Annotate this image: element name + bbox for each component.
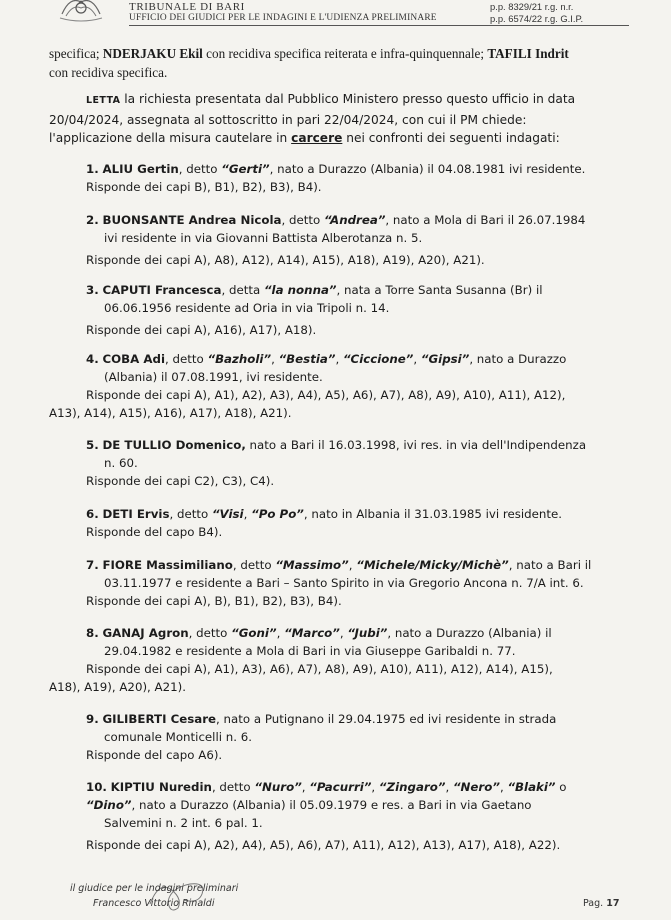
defendant-alias: “Po Po” bbox=[251, 507, 304, 521]
charges-line: Risponde dei capi A), A2), A4), A5), A6), A7), A11), A12), A13), A17), A18), A22). bbox=[86, 838, 561, 852]
defendant-name: FIORE Massimiliano bbox=[102, 558, 233, 572]
defendant-name: GILIBERTI Cesare bbox=[102, 712, 217, 726]
charges-line: Risponde dei capi A), A8), A12), A14), A15), A18), A19), A20), A21). bbox=[86, 253, 485, 267]
defendant-name: COBA Adi bbox=[102, 352, 165, 366]
entry-number: 8. bbox=[86, 626, 99, 640]
defendant-alias: “la nonna” bbox=[263, 283, 337, 297]
defendant-alias: “Bazholi” bbox=[207, 352, 272, 366]
defendant-alias: “Massimo” bbox=[275, 558, 349, 572]
defendant-name: DETI Ervis bbox=[102, 507, 170, 521]
entry-number: 5. bbox=[86, 438, 99, 452]
ref-nr: p.p. 8329/21 r.g. n.r. bbox=[490, 1, 574, 12]
case-references bbox=[490, 1, 583, 25]
entry-number: 2. bbox=[86, 213, 99, 227]
entry-number: 4. bbox=[86, 352, 99, 366]
intro-paragraph: specifica; NDERJAKU Ekil con recidiva specifica reiterata e infra-quinquennale; TAFILI Indrit con recidiva specifica. bbox=[49, 46, 569, 80]
defendant-name: KIPTIU Nuredin bbox=[110, 780, 212, 794]
defendant-entry: 1. ALIU Gertin, detto “Gerti”, nato a Durazzo (Albania) il 04.08.1981 ivi residente. Risponde dei capi B), B1), B2), B3), B4). bbox=[49, 160, 621, 196]
defendant-entry: 5. DE TULLIO Domenico, nato a Bari il 16.03.1998, ivi res. in via dell'Indipendenza n. 60. Risponde dei capi C2), C3), C4). bbox=[49, 436, 621, 490]
defendant-name: TAFILI Indrit bbox=[487, 46, 569, 61]
charges-line: Risponde dei capi C2), C3), C4). bbox=[86, 474, 275, 488]
entry-number: 1. bbox=[86, 162, 99, 176]
letta-paragraph: LETTA la richiesta presentata dal Pubblico Ministero presso questo ufficio in data 20/04/2024, assegnata al sottoscritto in pari 22/04/2024, con cui il PM chiede: l'applicazione della misura cautelare in carcere nei confronti dei seguenti indagati: bbox=[49, 92, 576, 145]
defendant-entry: 3. CAPUTI Francesca, detta “la nonna”, nata a Torre Santa Susanna (Br) il 06.06.1956 residente ad Oria in via Tripoli n. 14. Risponde dei capi A), A16), A17), A18). bbox=[49, 281, 621, 339]
charges-line: A18), A19), A20), A21). bbox=[49, 680, 186, 694]
header-rule bbox=[129, 25, 629, 26]
defendant-entry: 2. BUONSANTE Andrea Nicola, detto “Andrea”, nato a Mola di Bari il 26.07.1984 ivi residente in via Giovanni Battista Alberotanza n. 5. Risponde dei capi A), A8), A12), A14), A15), A18), A19), A20), A21). bbox=[49, 211, 621, 269]
defendant-alias: “Nero” bbox=[452, 780, 500, 794]
defendant-entry: 9. GILIBERTI Cesare, nato a Putignano il 29.04.1975 ed ivi residente in strada comunale Monticelli n. 6. Risponde del capo A6). bbox=[49, 710, 621, 764]
defendant-alias: “Gerti” bbox=[221, 162, 270, 176]
defendant-entry: 7. FIORE Massimiliano, detto “Massimo”, “Michele/Micky/Michè”, nato a Bari il 03.11.1977 e residente a Bari – Santo Spirito in via Gregorio Ancona n. 7/A int. 6. Risponde dei capi A), B), B1), B2), B3), B4). bbox=[49, 556, 621, 610]
defendant-alias: “Jubi” bbox=[347, 626, 388, 640]
defendant-entry: 10. KIPTIU Nuredin, detto “Nuro”, “Pacurri”, “Zingaro”, “Nero”, “Blaki” o “Dino”, nato a Durazzo (Albania) il 05.09.1979 e res. a Bari in via Gaetano Salvemini n. 2 int. 6 pal. 1. Risponde dei capi A), A2), A4), A5), A6), A7), A11), A12), A13), A17), A18), A22). bbox=[49, 778, 621, 854]
handwritten-signature bbox=[140, 874, 230, 916]
defendant-entry: 4. COBA Adi, detto “Bazholi”, “Bestia”, “Ciccione”, “Gipsi”, nato a Durazzo (Albania) il 07.08.1991, ivi residente. Risponde dei capi A), A1), A2), A3), A4), A5), A6), A7), A8), A9), A10), A11), A12), A13), A14), A15), A16), A17), A18), A21). bbox=[49, 350, 621, 422]
ref-gip: p.p. 6574/22 r.g. G.I.P. bbox=[490, 13, 584, 24]
charges-line: Risponde del capo B4). bbox=[86, 525, 223, 539]
coat-of-arms-emblem bbox=[58, 0, 104, 22]
defendant-name: BUONSANTE Andrea Nicola bbox=[102, 213, 282, 227]
defendant-alias: “Bestia” bbox=[278, 352, 336, 366]
defendant-alias: “Blaki” bbox=[507, 780, 556, 794]
charges-line: Risponde del capo A6). bbox=[86, 748, 223, 762]
defendant-alias: “Michele/Micky/Michè” bbox=[356, 558, 509, 572]
defendant-alias: “Dino” bbox=[86, 798, 132, 812]
defendant-name: GANAJ Agron bbox=[102, 626, 189, 640]
judge-title: il giudice per le indagini preliminari bbox=[70, 883, 239, 894]
defendant-alias: “Pacurri” bbox=[309, 780, 372, 794]
charges-line: Risponde dei capi A), A1), A2), A3), A4), A5), A6), A7), A8), A9), A10), A11), A12), bbox=[86, 388, 566, 402]
judge-name: Francesco Vittorio Rinaldi bbox=[93, 898, 215, 909]
defendant-alias: “Visi bbox=[211, 507, 244, 521]
defendant-alias: “Nuro” bbox=[254, 780, 302, 794]
entry-number: 7. bbox=[86, 558, 99, 572]
defendant-name: NDERJAKU Ekil bbox=[102, 46, 203, 61]
defendant-alias: “Ciccione” bbox=[342, 352, 414, 366]
defendant-alias: “Zingaro” bbox=[378, 780, 446, 794]
defendant-entry: 6. DETI Ervis, detto “Visi, “Po Po”, nato in Albania il 31.03.1985 ivi residente. Risponde del capo B4). bbox=[49, 505, 621, 541]
court-name: TRIBUNALE DI BARI bbox=[129, 1, 245, 13]
charges-line: A13), A14), A15), A16), A17), A18), A21). bbox=[49, 406, 292, 420]
page-footer bbox=[0, 880, 671, 920]
charges-line: Risponde dei capi A), A16), A17), A18). bbox=[86, 323, 317, 337]
charges-line: Risponde dei capi A), B), B1), B2), B3), B4). bbox=[86, 594, 342, 608]
defendant-alias: “Goni” bbox=[231, 626, 277, 640]
defendant-name: DE TULLIO Domenico, bbox=[102, 438, 246, 452]
defendant-entry: 8. GANAJ Agron, detto “Goni”, “Marco”, “Jubi”, nato a Durazzo (Albania) il 29.04.1982 e residente a Mola di Bari in via Giuseppe Garibaldi n. 77. Risponde dei capi A), A1), A3), A6), A7), A8), A9), A10), A11), A12), A14), A15), A18), A19), A20), A21). bbox=[49, 624, 621, 696]
office-name: UFFICIO DEI GIUDICI PER LE INDAGINI E L'UDIENZA PRELIMINARE bbox=[129, 13, 437, 23]
letta-keyword: LETTA bbox=[86, 95, 121, 106]
charges-line: Risponde dei capi A), A1), A3), A6), A7), A8), A9), A10), A11), A12), A14), A15), bbox=[86, 662, 553, 676]
defendant-name: ALIU Gertin bbox=[102, 162, 179, 176]
carcere-term: carcere bbox=[291, 131, 343, 145]
entry-number: 6. bbox=[86, 507, 99, 521]
defendant-name: CAPUTI Francesca bbox=[102, 283, 222, 297]
defendant-alias: “Marco” bbox=[284, 626, 340, 640]
entry-number: 10. bbox=[86, 780, 107, 794]
defendant-alias: “Gipsi” bbox=[420, 352, 470, 366]
entry-number: 9. bbox=[86, 712, 99, 726]
charges-line: Risponde dei capi B), B1), B2), B3), B4). bbox=[86, 180, 322, 194]
defendant-alias: “Andrea” bbox=[323, 213, 386, 227]
entry-number: 3. bbox=[86, 283, 99, 297]
page-header bbox=[0, 0, 671, 26]
page-number: Pag. 17 bbox=[583, 898, 620, 909]
